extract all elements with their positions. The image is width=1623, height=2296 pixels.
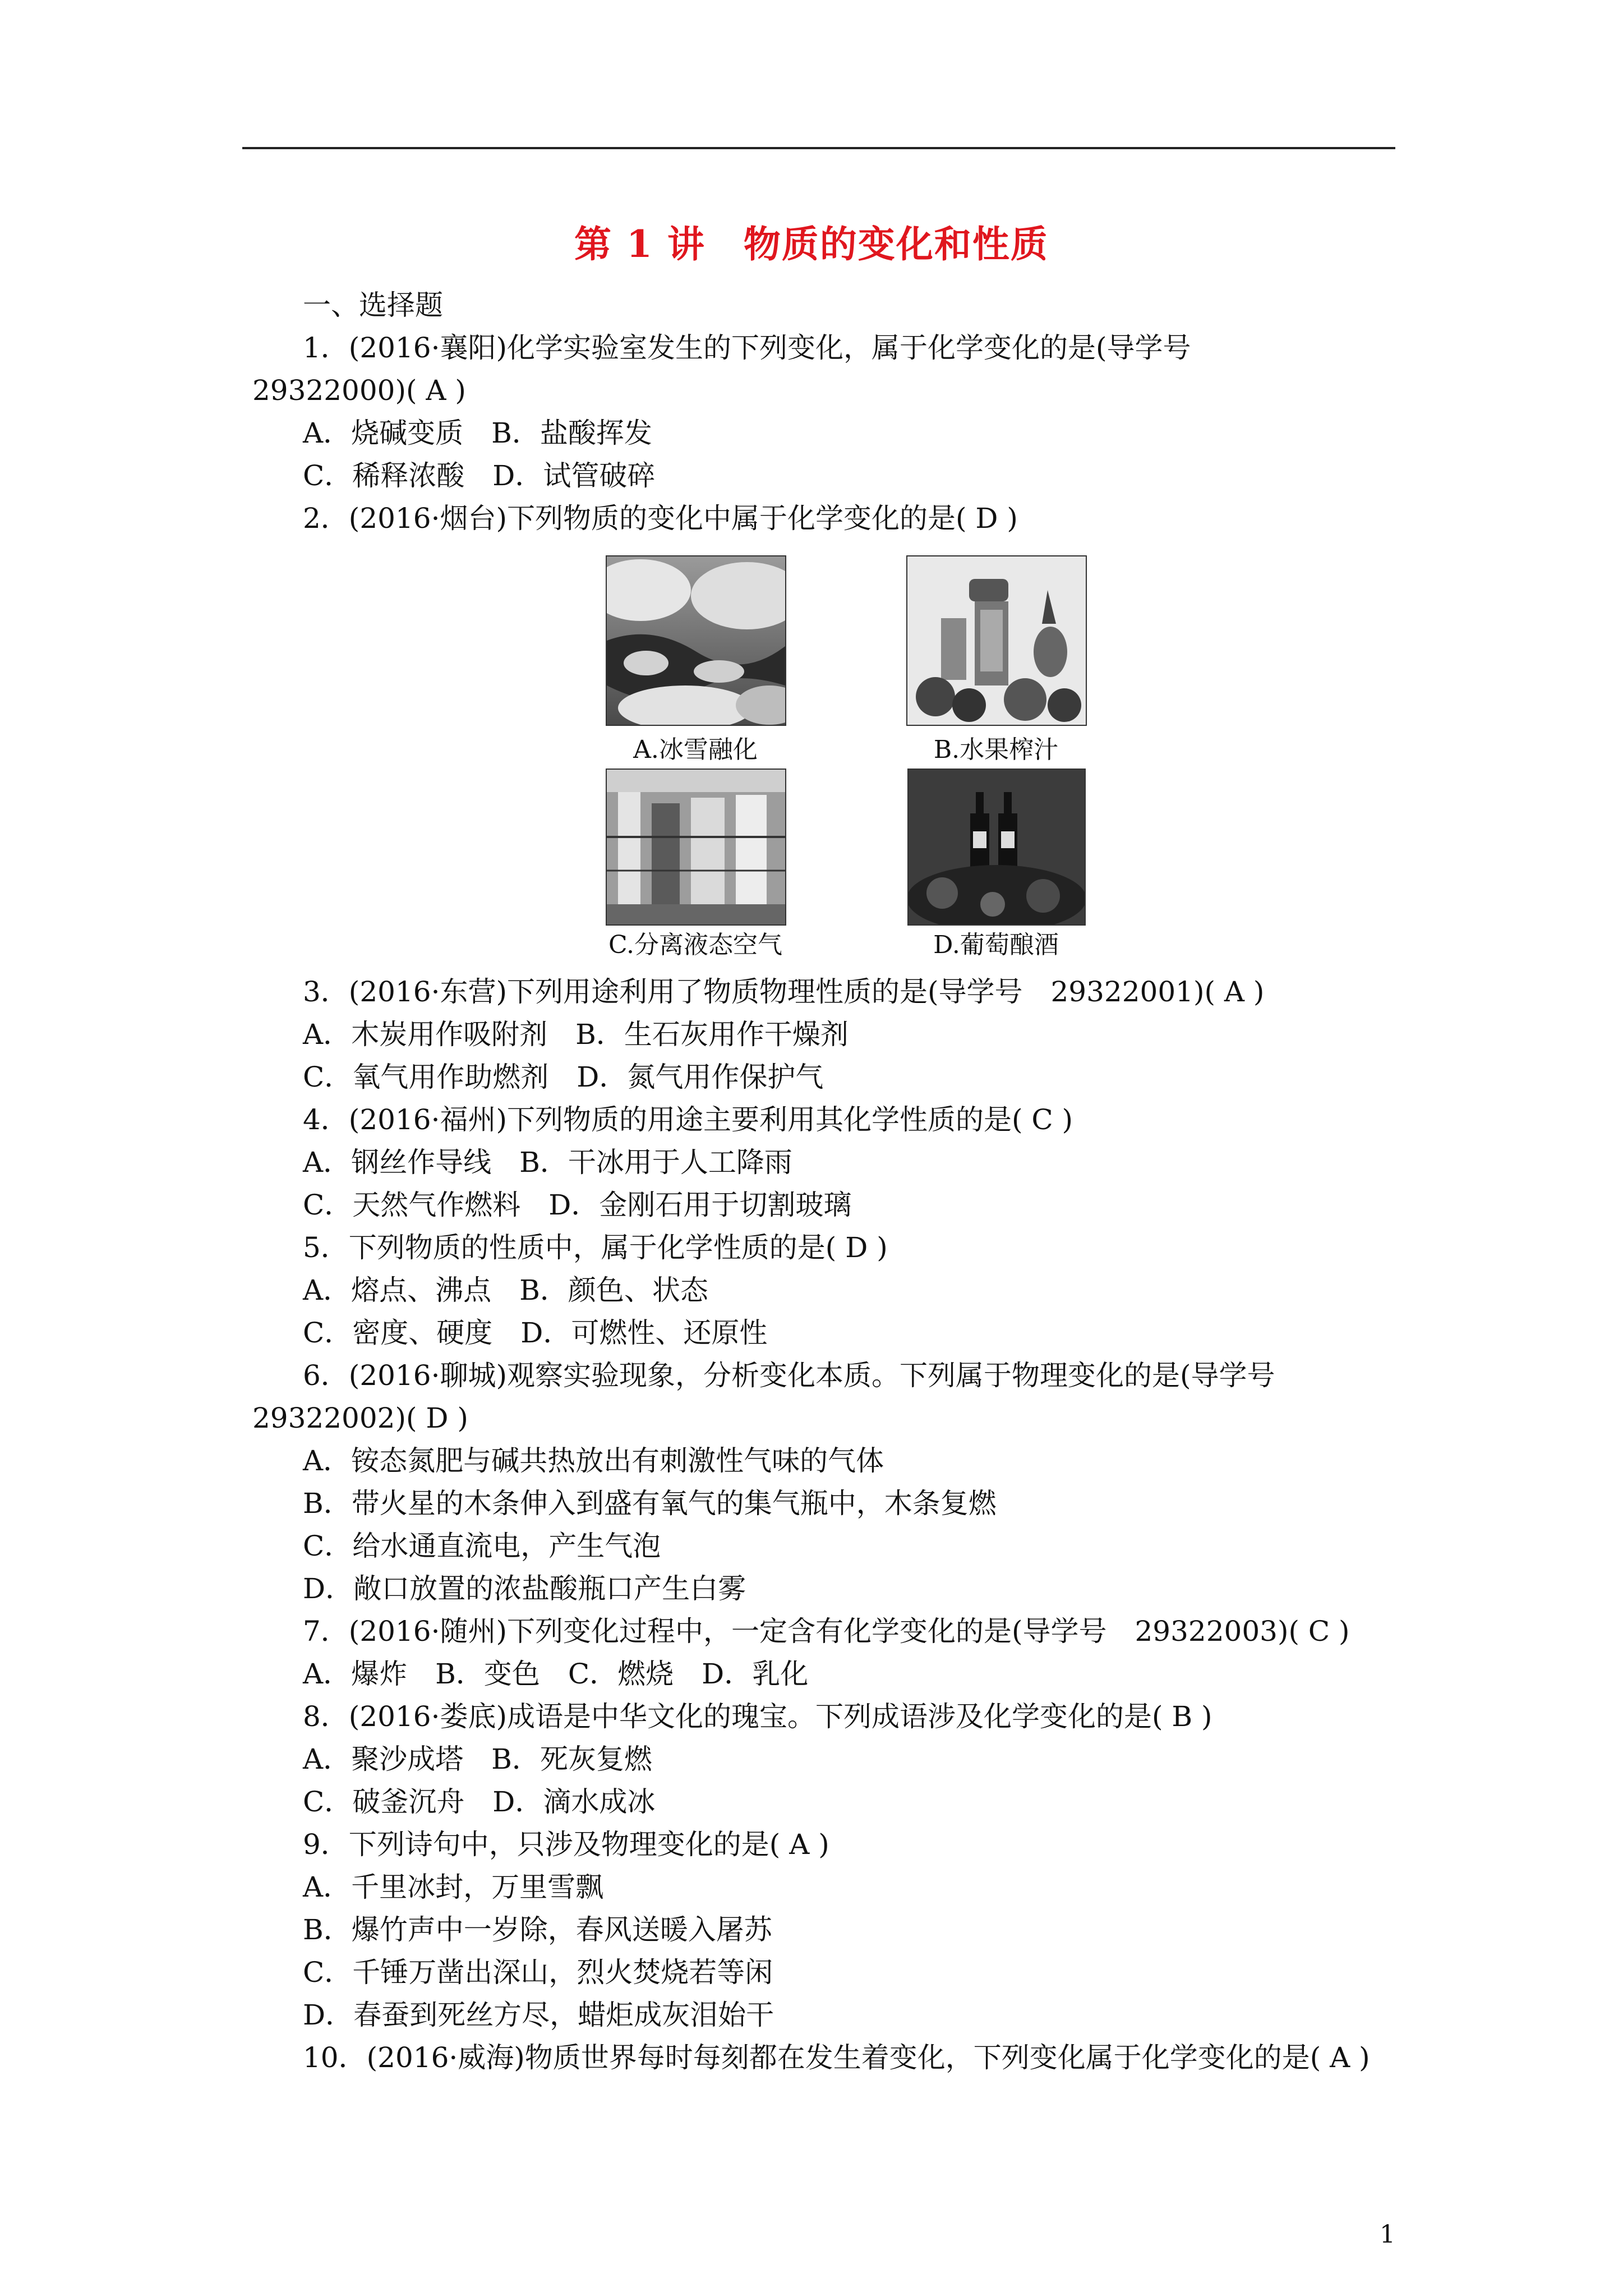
question-10: 10．(2016·威海)物质世界每时每刻都在发生着变化，下列变化属于化学变化的是( A )	[303, 2041, 1370, 2074]
q8-options-cd: C．破釜沉舟 D．滴水成冰	[303, 1786, 656, 1818]
section-heading: 一、选择题	[303, 289, 443, 321]
q8-options-ab: A．聚沙成塔 B．死灰复燃	[303, 1743, 652, 1775]
question-8: 8．(2016·娄底)成语是中华文化的瑰宝。下列成语涉及化学变化的是( B )	[303, 1700, 1212, 1733]
photo-juicer-fruit	[906, 555, 1087, 726]
q6-option-d: D．敞口放置的浓盐酸瓶口产生白雾	[303, 1572, 746, 1605]
q7-options: A．爆炸 B．变色 C．燃烧 D．乳化	[303, 1658, 809, 1690]
page-number: 1	[1380, 2220, 1395, 2249]
q3-options-cd: C．氧气用作助燃剂 D．氮气用作保护气	[303, 1061, 824, 1093]
q1-options-ab: A．烧碱变质 B．盐酸挥发	[303, 417, 652, 449]
q9-option-d: D．春蚕到死丝方尽，蜡炬成灰泪始干	[303, 1999, 774, 2031]
question-2: 2．(2016·烟台)下列物质的变化中属于化学变化的是( D )	[303, 502, 1018, 535]
question-6: 6．(2016·聊城)观察实验现象，分析变化本质。下列属于物理变化的是(导学号	[303, 1359, 1275, 1392]
q6-option-c: C．给水通直流电，产生气泡	[303, 1530, 661, 1562]
q4-options-cd: C．天然气作燃料 D．金刚石用于切割玻璃	[303, 1189, 852, 1221]
question-6-cont: 29322002)( D )	[252, 1402, 468, 1434]
page-title: 第 1 讲 物质的变化和性质	[574, 222, 1049, 266]
q4-options-ab: A．钢丝作导线 B．干冰用于人工降雨	[303, 1146, 792, 1179]
question-7: 7．(2016·随州)下列变化过程中，一定含有化学变化的是(导学号 29322003)( C )	[303, 1615, 1350, 1648]
q5-options-ab: A．熔点、沸点 B．颜色、状态	[303, 1274, 708, 1306]
photo-wine-grapes	[907, 769, 1086, 926]
caption-c: C.分离液态空气	[608, 931, 783, 959]
q1-options-cd: C．稀释浓酸 D．试管破碎	[303, 459, 656, 492]
q5-options-cd: C．密度、硬度 D．可燃性、还原性	[303, 1317, 768, 1349]
caption-b: B.水果榨汁	[933, 735, 1059, 764]
q6-option-a: A．铵态氮肥与碱共热放出有刺激性气味的气体	[303, 1444, 884, 1477]
photo-liquid-air-separation	[606, 769, 786, 926]
caption-a: A.冰雪融化	[633, 735, 758, 764]
q9-option-c: C．千锤万凿出深山，烈火焚烧若等闲	[303, 1956, 773, 1989]
question-1: 1．(2016·襄阳)化学实验室发生的下列变化，属于化学变化的是(导学号	[303, 332, 1191, 364]
q3-options-ab: A．木炭用作吸附剂 B．生石灰用作干燥剂	[303, 1018, 849, 1051]
question-3: 3．(2016·东营)下列用途利用了物质物理性质的是(导学号 29322001)( A )	[303, 976, 1265, 1008]
q6-option-b: B．带火星的木条伸入到盛有氧气的集气瓶中，木条复燃	[303, 1487, 997, 1520]
question-5: 5．下列物质的性质中，属于化学性质的是( D )	[303, 1231, 888, 1264]
question-1-cont: 29322000)( A )	[252, 374, 466, 407]
q9-option-b: B．爆竹声中一岁除，春风送暖入屠苏	[303, 1913, 772, 1946]
photo-ice-snow-melting	[606, 555, 786, 726]
q9-option-a: A．千里冰封，万里雪飘	[303, 1871, 604, 1903]
header-rule	[242, 147, 1395, 149]
question-9: 9．下列诗句中，只涉及物理变化的是( A )	[303, 1828, 829, 1861]
question-4: 4．(2016·福州)下列物质的用途主要利用其化学性质的是( C )	[303, 1103, 1073, 1136]
caption-d: D.葡萄酿酒	[933, 931, 1059, 959]
